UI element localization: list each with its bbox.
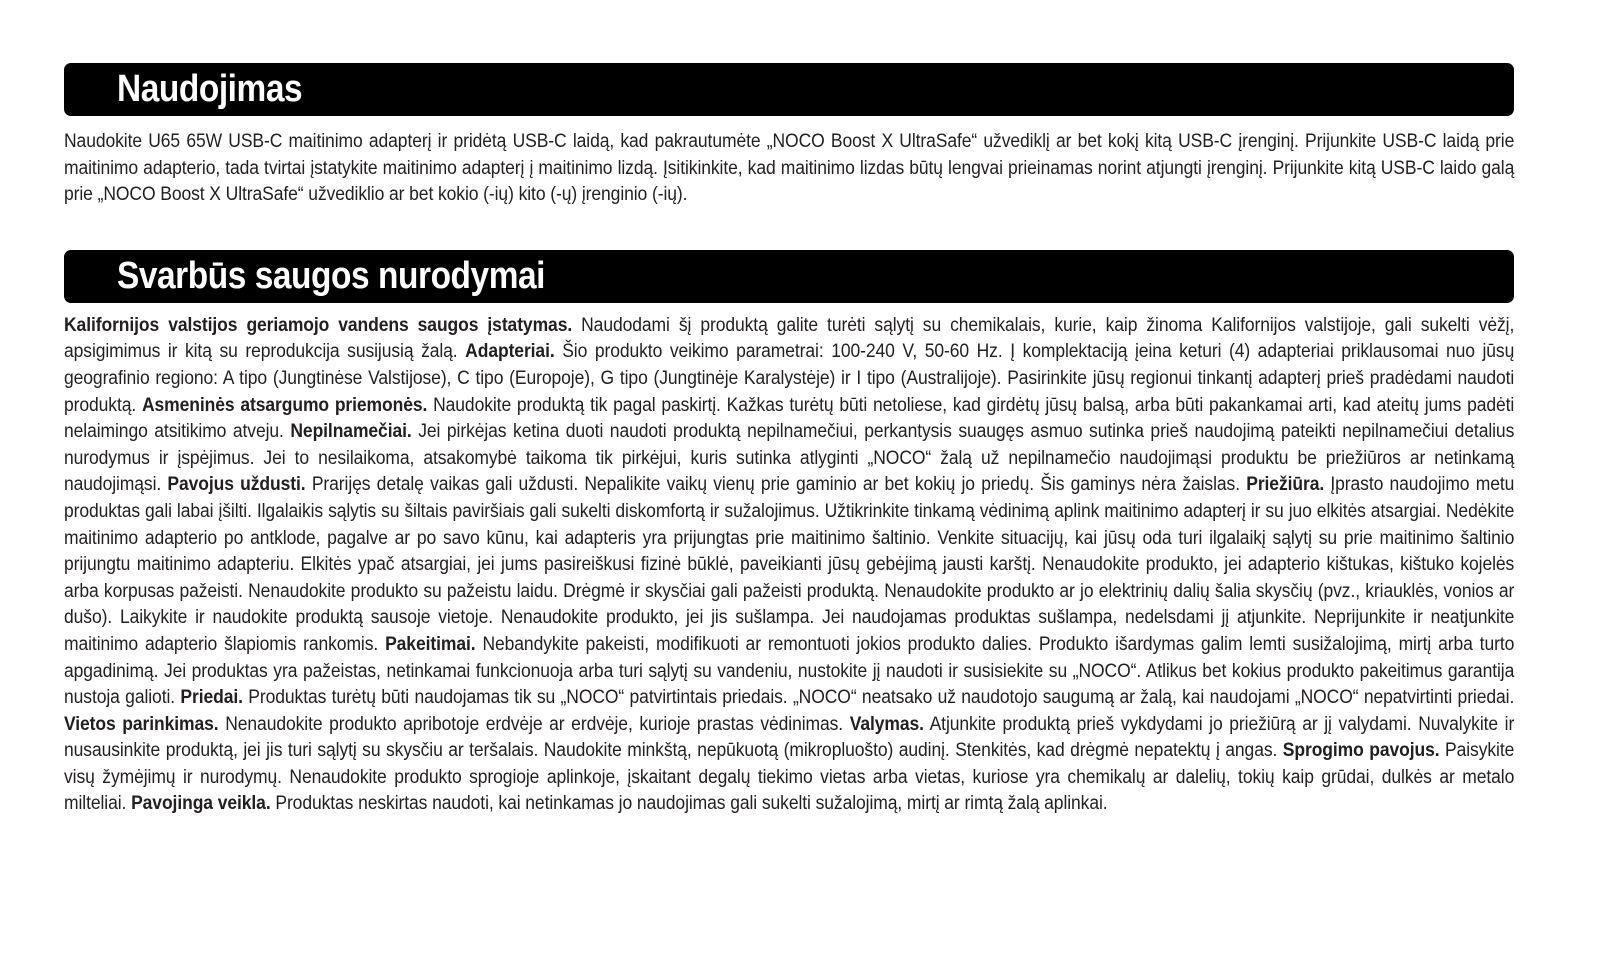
safety-item-title: Kalifornijos valstijos geriamojo vandens saugos įstatymas. — [64, 313, 573, 336]
safety-item-text: Produktas neskirtas naudoti, kai netinkamas jo naudojimas gali sukelti sužalojimą, mirtį ar rimtą žalą aplinkai. — [270, 792, 1108, 815]
safety-item-title: Nepilnamečiai. — [290, 420, 412, 443]
safety-item-title: Adapteriai. — [465, 340, 555, 363]
safety-item-text: Šio produkto veikimo parametrai: 100-240 V, 50-60 Hz. Į komplektaciją įeina keturi (4) adapteriai priklausomai nuo jūsų geografinio regiono: A tipo (Jungtinėse Valstijose), C tipo (Europoje), G tipo (Jungtinėje Karalystėje) ir I tipo (Australijoje). Pasirinkite jūsų regionui tinkantį adapterį prieš pradėdami naudoti produktą. — [64, 340, 1515, 416]
safety-paragraph — [64, 312, 1514, 817]
safety-item-text: Produktas turėtų būti naudojamas tik su „NOCO“ patvirtintais priedais. „NOCO“ neatsako už naudotojo saugumą ar žalą, kai naudojami „NOCO“ nepatvirtinti priedai. — [242, 686, 1515, 709]
safety-item-title: Sprogimo pavojus. — [1282, 739, 1440, 762]
safety-item-text: Paisykite visų žymėjimų ir nurodymų. Nenaudokite produkto sprogioje aplinkoje, įskaitant degalų tiekimo vietas arba vietas, kuriose yra chemikalų ar dalelių, tokių kaip grūdai, dulkės ar metalo milteliai. — [64, 739, 1515, 815]
safety-item-title: Pavojinga veikla. — [131, 792, 271, 815]
safety-item-text: Prarijęs detalę vaikas gali uždusti. Nepalikite vaikų vienų prie gaminio ar bet kokių jo priedų. Šis gaminys nėra žaislas. — [305, 473, 1247, 496]
safety-item-text: Nenaudokite produkto apribotoje erdvėje ar erdvėje, kurioje prastas vėdinimas. — [218, 712, 850, 735]
safety-item-title: Priežiūra. — [1246, 473, 1325, 496]
safety-item-title: Priedai. — [180, 686, 243, 709]
usage-paragraph: Naudokite U65 65W USB-C maitinimo adapterį ir pridėtą USB-C laidą, kad pakrautumėte „NOCO Boost X UltraSafe“ užvediklį ar bet kokį kitą USB-C įrenginį. Prijunkite USB-C laidą prie maitinimo adapterio, tada tvirtai įstatykite maitinimo adapterį į maitinimo lizdą. Įsitikinkite, kad maitinimo lizdas būtų lengvai prieinamas norint atjungti įrenginį. Prijunkite kitą USB-C laido galą prie „NOCO Boost X UltraSafe“ užvediklio ar bet kokio (-ių) kito (-ų) įrenginio (-ių). — [64, 130, 1515, 206]
usage-heading: Naudojimas — [117, 68, 303, 110]
safety-section — [64, 250, 1514, 817]
safety-item-text: Nebandykite pakeisti, modifikuoti ar remontuoti jokios produkto dalies. Produkto išardymas galim lemti susižalojimą, mirtį arba turto apgadinimą. Jei produktas yra pažeistas, netinkamai funkcionuoja arba turi sąlytį su vandeniu, nustokite jį naudoti ir susisiekite su „NOCO“. Atlikus bet kokius produkto pakeitimus garantija nustoja galioti. — [64, 632, 1515, 709]
safety-item-text: Naudokite produktą tik pagal paskirtį. Kažkas turėtų būti netoliese, kad girdėtų jūsų balsą, arba būti pakankamai arti, kad ateitų jums padėti nelaimingo atsitikimo atveju. — [64, 393, 1515, 443]
safety-heading-bar — [64, 250, 1514, 303]
document-page — [64, 63, 1514, 817]
safety-item-title: Pakeitimai. — [385, 632, 476, 655]
safety-item-title: Pavojus uždusti. — [167, 473, 306, 496]
safety-item-title: Valymas. — [849, 712, 924, 735]
safety-heading: Svarbūs saugos nurodymai — [117, 254, 546, 297]
usage-heading-bar — [64, 63, 1514, 116]
safety-item-title: Vietos parinkimas. — [64, 712, 219, 735]
safety-item-title: Asmeninės atsargumo priemonės. — [141, 393, 428, 416]
safety-item-text: Atjunkite produktą prieš vykdydami jo priežiūrą ar jį valydami. Nuvalykite ir nusausinkite produktą, jei jis turi sąlytį su skysčiu ar teršalais. Naudokite minkštą, nepūkuotą (mikropluošto) audinį. Stenkitės, kad drėgmė nepatektų į angas. — [64, 712, 1515, 762]
safety-item-text: Jei pirkėjas ketina duoti naudoti produktą nepilnamečiui, perkantysis suaugęs asmuo sutinka prieš naudojimą pateikti nepilnamečiui detalius nurodymus ir įspėjimus. Jei to nesilaikoma, atsakomybė taikoma tik pirkėjui, kuris sutinka atlyginti „NOCO“ žalą už nepilnamečio naudojimąsi produktu be priežiūros ar netinkamą naudojimąsi. — [64, 420, 1515, 496]
usage-section — [64, 63, 1514, 208]
safety-item-text: Įprasto naudojimo metu produktas gali labai įšilti. Ilgalaikis sąlytis su šiltais paviršiais gali sukelti diskomfortą ir sužalojimus. Užtikrinkite tinkamą vėdinimą aplink maitinimo adapterį ir su juo elkitės atsargiai. Nedėkite maitinimo adapterio po antklode, pagalve ar po savo kūnu, kai adapteris yra prijungtas prie maitinimo šaltinio. Venkite situacijų, kai jūsų oda turi ilgalaikį sąlytį su prie maitinimo šaltinio prijungtu maitinimo adapteriu. Elkitės ypač atsargiai, jei jums pasireiškusi fizinė būklė, paveikianti jūsų gebėjimą jausti karštį. Nenaudokite produkto, jei adapterio kištukas, kištuko kojelės arba korpusas pažeisti. Nenaudokite produkto su pažeistu laidu. Drėgmė ir skysčiai gali pažeisti produktą. Nenaudokite produkto ar jo elektrinių dalių šalia skysčių (pvz., kriauklės, vonios ar dušo). Laikykite ir naudokite produktą sausoje vietoje. Nenaudokite produkto, jei jis sušlampa. Jei naudojamas produktas sušlampa, nedelsdami jį atjunkite. Neprijunkite ir neatjunkite maitinimo adapterio šlapiomis rankomis. — [64, 473, 1515, 655]
safety-item-text: Naudodami šį produktą galite turėti sąlytį su chemikalais, kurie, kaip žinoma Kalifornijos valstijoje, gali sukelti vėžį, apsigimimus ir kitą su reprodukcija susijusią žalą. — [64, 313, 1515, 363]
